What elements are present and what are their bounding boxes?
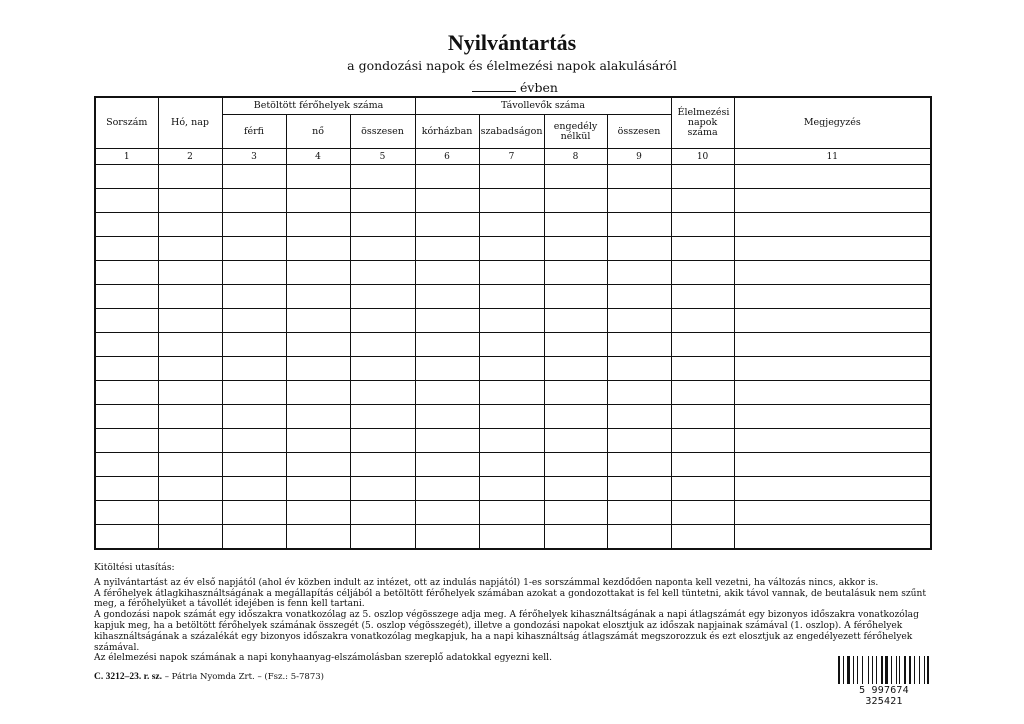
table-cell[interactable]	[607, 405, 671, 429]
table-cell[interactable]	[734, 429, 931, 453]
table-cell[interactable]	[479, 237, 544, 261]
table-cell[interactable]	[350, 453, 415, 477]
table-cell[interactable]	[607, 237, 671, 261]
table-cell[interactable]	[415, 381, 479, 405]
table-row	[95, 357, 931, 381]
barcode	[838, 656, 930, 707]
table-cell[interactable]	[734, 165, 931, 189]
table-cell[interactable]	[350, 285, 415, 309]
instructions-paragraph: A nyilvántartást az év első napjától (ahol év közben indult az intézet, ott az indulás napjától) 1-es sorszámmal kezdődően naponta kell vezetni, ha változás nincs, akkor is.	[94, 577, 879, 588]
table-row	[95, 525, 931, 550]
table-cell[interactable]	[95, 477, 158, 501]
table-cell[interactable]	[222, 357, 286, 381]
table-cell[interactable]	[350, 189, 415, 213]
table-cell[interactable]	[671, 333, 734, 357]
header-group-betoltott: Betöltött férőhelyek száma	[222, 97, 415, 115]
table-cell[interactable]	[544, 213, 607, 237]
table-cell[interactable]	[734, 261, 931, 285]
table-cell[interactable]	[158, 165, 222, 189]
table-cell[interactable]	[286, 189, 350, 213]
header-group-tavollevok: Távollevők száma	[415, 97, 671, 115]
table-cell[interactable]	[95, 405, 158, 429]
column-number-cell: 8	[544, 149, 607, 165]
table-cell[interactable]	[544, 333, 607, 357]
table-cell[interactable]	[544, 501, 607, 525]
table-cell[interactable]	[286, 165, 350, 189]
table-row	[95, 165, 931, 189]
table-cell[interactable]	[671, 501, 734, 525]
table-cell[interactable]	[544, 453, 607, 477]
barcode-bar	[924, 656, 925, 684]
table-cell[interactable]	[671, 453, 734, 477]
table-cell[interactable]	[479, 261, 544, 285]
table-cell[interactable]	[544, 285, 607, 309]
table-cell[interactable]	[95, 429, 158, 453]
table-cell[interactable]	[222, 213, 286, 237]
table-cell[interactable]	[350, 237, 415, 261]
table-cell[interactable]	[544, 237, 607, 261]
table-cell[interactable]	[286, 453, 350, 477]
table-cell[interactable]	[350, 525, 415, 550]
table-cell[interactable]	[479, 381, 544, 405]
barcode-bar	[864, 656, 867, 684]
barcode-bar	[926, 656, 927, 684]
table-cell[interactable]	[479, 525, 544, 550]
header-elelmezesi: Élelmezési napok száma	[671, 97, 734, 149]
header-korhazban: kórházban	[415, 115, 479, 149]
table-cell[interactable]	[286, 357, 350, 381]
barcode-bar	[847, 656, 850, 684]
table-cell[interactable]	[158, 501, 222, 525]
table-row	[95, 405, 931, 429]
barcode-bar	[921, 656, 923, 684]
barcode-bar	[843, 656, 844, 684]
column-number-cell: 5	[350, 149, 415, 165]
barcode-bar	[907, 656, 908, 684]
column-number-cell: 10	[671, 149, 734, 165]
table-cell[interactable]	[671, 189, 734, 213]
table-cell[interactable]	[415, 165, 479, 189]
barcode-bar	[899, 656, 900, 684]
table-cell[interactable]	[222, 405, 286, 429]
barcode-bar	[891, 656, 892, 684]
barcode-bar	[919, 656, 920, 684]
barcode-bar	[872, 656, 874, 684]
table-cell[interactable]	[95, 213, 158, 237]
barcode-bar	[878, 656, 880, 684]
barcode-bar	[896, 656, 897, 684]
barcode-bar	[838, 656, 840, 684]
table-cell[interactable]	[734, 381, 931, 405]
table-cell[interactable]	[671, 429, 734, 453]
barcode-bar	[893, 656, 895, 684]
table-cell[interactable]	[607, 333, 671, 357]
table-cell[interactable]	[95, 381, 158, 405]
column-number-row	[95, 149, 931, 165]
table-cell[interactable]	[158, 525, 222, 550]
table-cell[interactable]	[544, 381, 607, 405]
table-cell[interactable]	[607, 357, 671, 381]
barcode-bar	[857, 656, 859, 684]
header-osszesen-tavollevok: összesen	[607, 115, 671, 149]
instructions-paragraph: Az élelmezési napok számának a napi konyhaanyag-elszámolásban szereplő adatokkal egyezni kell.	[94, 653, 552, 664]
table-cell[interactable]	[607, 525, 671, 550]
table-cell[interactable]	[544, 189, 607, 213]
table-cell[interactable]	[671, 381, 734, 405]
barcode-bar	[912, 656, 913, 684]
table-cell[interactable]	[671, 309, 734, 333]
table-cell[interactable]	[158, 333, 222, 357]
table-cell[interactable]	[734, 405, 931, 429]
table-cell[interactable]	[479, 357, 544, 381]
table-cell[interactable]	[158, 309, 222, 333]
instructions	[94, 563, 930, 664]
instructions-paragraph: A férőhelyek átlagkihasználtságának a megállapítás céljából a betöltött férőhelyek számában azokat a gondozottakat is fel kell tüntetni, akik távol vannak, de beutalásuk nem szűnt meg, a férőhelyüket a távollét idejében is fenn kell tartani.	[94, 588, 927, 610]
table-cell[interactable]	[222, 477, 286, 501]
table-cell[interactable]	[734, 453, 931, 477]
table-row	[95, 333, 931, 357]
table-cell[interactable]	[95, 525, 158, 550]
table-cell[interactable]	[734, 213, 931, 237]
table-cell[interactable]	[607, 261, 671, 285]
barcode-bar	[901, 656, 903, 684]
table-cell[interactable]	[350, 261, 415, 285]
printer-info: – Pátria Nyomda Zrt. – (Fsz.: 5-7873)	[164, 672, 324, 682]
table-cell[interactable]	[286, 261, 350, 285]
table-cell[interactable]	[607, 285, 671, 309]
table-cell[interactable]	[544, 261, 607, 285]
header-osszesen-betoltott: összesen	[350, 115, 415, 149]
header-no: nő	[286, 115, 350, 149]
table-cell[interactable]	[350, 333, 415, 357]
table-cell[interactable]	[158, 261, 222, 285]
barcode-bar	[909, 656, 912, 684]
table-cell[interactable]	[734, 477, 931, 501]
table-row	[95, 477, 931, 501]
table-cell[interactable]	[479, 213, 544, 237]
table-cell[interactable]	[350, 477, 415, 501]
table-cell[interactable]	[671, 525, 734, 550]
table-cell[interactable]	[415, 309, 479, 333]
table-cell[interactable]	[222, 309, 286, 333]
barcode-bar	[885, 656, 888, 684]
table-cell[interactable]	[222, 165, 286, 189]
column-number-cell: 6	[415, 149, 479, 165]
table-cell[interactable]	[607, 165, 671, 189]
table-cell[interactable]	[95, 501, 158, 525]
table-cell[interactable]	[222, 453, 286, 477]
table-cell[interactable]	[286, 405, 350, 429]
table-cell[interactable]	[415, 453, 479, 477]
table-cell[interactable]	[544, 405, 607, 429]
table-cell[interactable]	[479, 453, 544, 477]
table-cell[interactable]	[734, 189, 931, 213]
column-number-cell: 11	[734, 149, 931, 165]
barcode-bar	[862, 656, 863, 684]
table-cell[interactable]	[607, 453, 671, 477]
table-cell[interactable]	[95, 309, 158, 333]
column-number-cell: 9	[607, 149, 671, 165]
table-cell[interactable]	[671, 261, 734, 285]
table-cell[interactable]	[222, 381, 286, 405]
column-number-cell: 4	[286, 149, 350, 165]
table-cell[interactable]	[95, 165, 158, 189]
table-cell[interactable]	[286, 477, 350, 501]
table-cell[interactable]	[415, 213, 479, 237]
table-cell[interactable]	[286, 333, 350, 357]
barcode-bar	[868, 656, 869, 684]
register-table	[94, 96, 932, 550]
barcode-bar	[853, 656, 854, 684]
form-footer	[94, 672, 324, 682]
table-cell[interactable]	[544, 429, 607, 453]
table-cell[interactable]	[734, 309, 931, 333]
barcode-bar	[876, 656, 877, 684]
table-cell[interactable]	[734, 237, 931, 261]
table-cell[interactable]	[544, 309, 607, 333]
table-cell[interactable]	[479, 501, 544, 525]
header-ho-nap: Hó, nap	[158, 97, 222, 149]
barcode-bar	[870, 656, 871, 684]
table-cell[interactable]	[544, 357, 607, 381]
table-cell[interactable]	[544, 477, 607, 501]
table-cell[interactable]	[286, 285, 350, 309]
table-cell[interactable]	[222, 189, 286, 213]
table-cell[interactable]	[734, 525, 931, 550]
table-cell[interactable]	[350, 165, 415, 189]
table-cell[interactable]	[286, 501, 350, 525]
barcode-bar	[889, 656, 890, 684]
column-number-cell: 2	[158, 149, 222, 165]
table-cell[interactable]	[415, 333, 479, 357]
header-sorszam: Sorszám	[95, 97, 158, 149]
table-cell[interactable]	[286, 429, 350, 453]
barcode-bar	[859, 656, 861, 684]
table-cell[interactable]	[222, 501, 286, 525]
table-cell[interactable]	[544, 165, 607, 189]
barcode-bar	[855, 656, 856, 684]
table-cell[interactable]	[671, 237, 734, 261]
table-cell[interactable]	[607, 477, 671, 501]
table-cell[interactable]	[671, 477, 734, 501]
table-cell[interactable]	[222, 285, 286, 309]
table-cell[interactable]	[350, 501, 415, 525]
barcode-bar	[914, 656, 915, 684]
table-cell[interactable]	[222, 237, 286, 261]
table-cell[interactable]	[415, 501, 479, 525]
table-cell[interactable]	[479, 429, 544, 453]
document-subtitle: a gondozási napok és élelmezési napok alakulásáról	[347, 58, 677, 73]
table-cell[interactable]	[158, 405, 222, 429]
table-cell[interactable]	[158, 381, 222, 405]
table-cell[interactable]	[350, 429, 415, 453]
table-cell[interactable]	[479, 405, 544, 429]
year-field	[472, 80, 558, 95]
column-number-cell: 1	[95, 149, 158, 165]
barcode-bar	[884, 656, 885, 684]
header-megjegyzes: Megjegyzés	[734, 97, 931, 149]
barcode-bar	[916, 656, 918, 684]
table-cell[interactable]	[607, 381, 671, 405]
table-cell[interactable]	[671, 357, 734, 381]
table-row	[95, 237, 931, 261]
table-cell[interactable]	[415, 189, 479, 213]
table-cell[interactable]	[671, 405, 734, 429]
barcode-bar	[841, 656, 842, 684]
table-cell[interactable]	[286, 381, 350, 405]
table-cell[interactable]	[734, 333, 931, 357]
table-cell[interactable]	[350, 357, 415, 381]
table-cell[interactable]	[158, 237, 222, 261]
table-row	[95, 381, 931, 405]
table-cell[interactable]	[415, 261, 479, 285]
table-cell[interactable]	[95, 285, 158, 309]
table-cell[interactable]	[350, 381, 415, 405]
barcode-number: 5 997674 325421	[859, 685, 909, 707]
barcode-bar	[881, 656, 883, 684]
table-cell[interactable]	[95, 261, 158, 285]
table-cell[interactable]	[95, 189, 158, 213]
barcode-bar	[898, 656, 899, 684]
table-cell[interactable]	[158, 285, 222, 309]
table-row	[95, 213, 931, 237]
table-cell[interactable]	[158, 213, 222, 237]
table-cell[interactable]	[734, 357, 931, 381]
barcode-bar	[851, 656, 852, 684]
table-row	[95, 453, 931, 477]
header-ferfi: férfi	[222, 115, 286, 149]
table-cell[interactable]	[479, 309, 544, 333]
table-row	[95, 501, 931, 525]
column-number-cell: 7	[479, 149, 544, 165]
table-cell[interactable]	[479, 333, 544, 357]
table-cell[interactable]	[607, 309, 671, 333]
table-cell[interactable]	[415, 285, 479, 309]
header-engedely-nelkul: engedély nélkül	[544, 115, 607, 149]
table-cell[interactable]	[222, 261, 286, 285]
form-code: C. 3212–23. r. sz.	[94, 672, 162, 682]
table-cell[interactable]	[479, 477, 544, 501]
table-cell[interactable]	[415, 477, 479, 501]
table-cell[interactable]	[286, 237, 350, 261]
document-title: Nyilvántartás	[447, 30, 577, 55]
table-cell[interactable]	[607, 501, 671, 525]
column-number-cell: 3	[222, 149, 286, 165]
table-cell[interactable]	[95, 333, 158, 357]
table-cell[interactable]	[607, 213, 671, 237]
barcode-bars	[838, 656, 930, 684]
table-row	[95, 429, 931, 453]
table-cell[interactable]	[415, 429, 479, 453]
header-szabadsagon: szabadságon	[479, 115, 544, 149]
table-row	[95, 285, 931, 309]
table-cell[interactable]	[415, 357, 479, 381]
table-cell[interactable]	[222, 429, 286, 453]
barcode-bar	[874, 656, 875, 684]
table-cell[interactable]	[350, 309, 415, 333]
barcode-bar	[845, 656, 847, 684]
table-cell[interactable]	[350, 405, 415, 429]
table-cell[interactable]	[95, 237, 158, 261]
instructions-heading: Kitöltési utasítás:	[94, 563, 175, 573]
table-cell[interactable]	[350, 213, 415, 237]
table-cell[interactable]	[158, 453, 222, 477]
table-cell[interactable]	[158, 429, 222, 453]
year-blank-line	[472, 80, 516, 92]
table-cell[interactable]	[222, 333, 286, 357]
table-cell[interactable]	[671, 165, 734, 189]
table-cell[interactable]	[158, 357, 222, 381]
table-cell[interactable]	[286, 525, 350, 550]
year-label: évben	[520, 80, 558, 95]
table-cell[interactable]	[286, 213, 350, 237]
table-cell[interactable]	[479, 285, 544, 309]
table-cell[interactable]	[222, 525, 286, 550]
barcode-bar	[904, 656, 906, 684]
table-cell[interactable]	[415, 237, 479, 261]
table-cell[interactable]	[544, 525, 607, 550]
barcode-bar	[927, 656, 929, 684]
table-row	[95, 309, 931, 333]
table-row	[95, 189, 931, 213]
instructions-paragraph: A gondozási napok számát egy időszakra vonatkozólag az 5. oszlop végösszege adja meg. A férőhelyek kihasználtságának a napi átlagszámát egy bizonyos időszakra vonatkozólag kapjuk meg, ha a betöltött férőhelyek számának összegét (5. oszlop végösszegét), illetve a gondozási napokat elosztjuk az időszak napjainak számával (1. oszlop). A férőhelyek kihasználtságának a százalékát egy bizonyos időszakra vonatkozólag megkapjuk, ha a napi kihasználtság átlagszámát megszorozzuk és ezt elosztjuk az engedélyezett férőhelyek számával.	[94, 610, 919, 653]
table-cell[interactable]	[415, 525, 479, 550]
table-cell[interactable]	[286, 309, 350, 333]
table-cell[interactable]	[607, 189, 671, 213]
table-cell[interactable]	[734, 285, 931, 309]
table-cell[interactable]	[95, 357, 158, 381]
table-cell[interactable]	[607, 429, 671, 453]
table-cell[interactable]	[479, 165, 544, 189]
table-cell[interactable]	[671, 285, 734, 309]
table-cell[interactable]	[158, 189, 222, 213]
table-cell[interactable]	[671, 213, 734, 237]
table-cell[interactable]	[95, 453, 158, 477]
table-cell[interactable]	[734, 501, 931, 525]
table-cell[interactable]	[158, 477, 222, 501]
table-row	[95, 261, 931, 285]
table-cell[interactable]	[415, 405, 479, 429]
table-cell[interactable]	[479, 189, 544, 213]
